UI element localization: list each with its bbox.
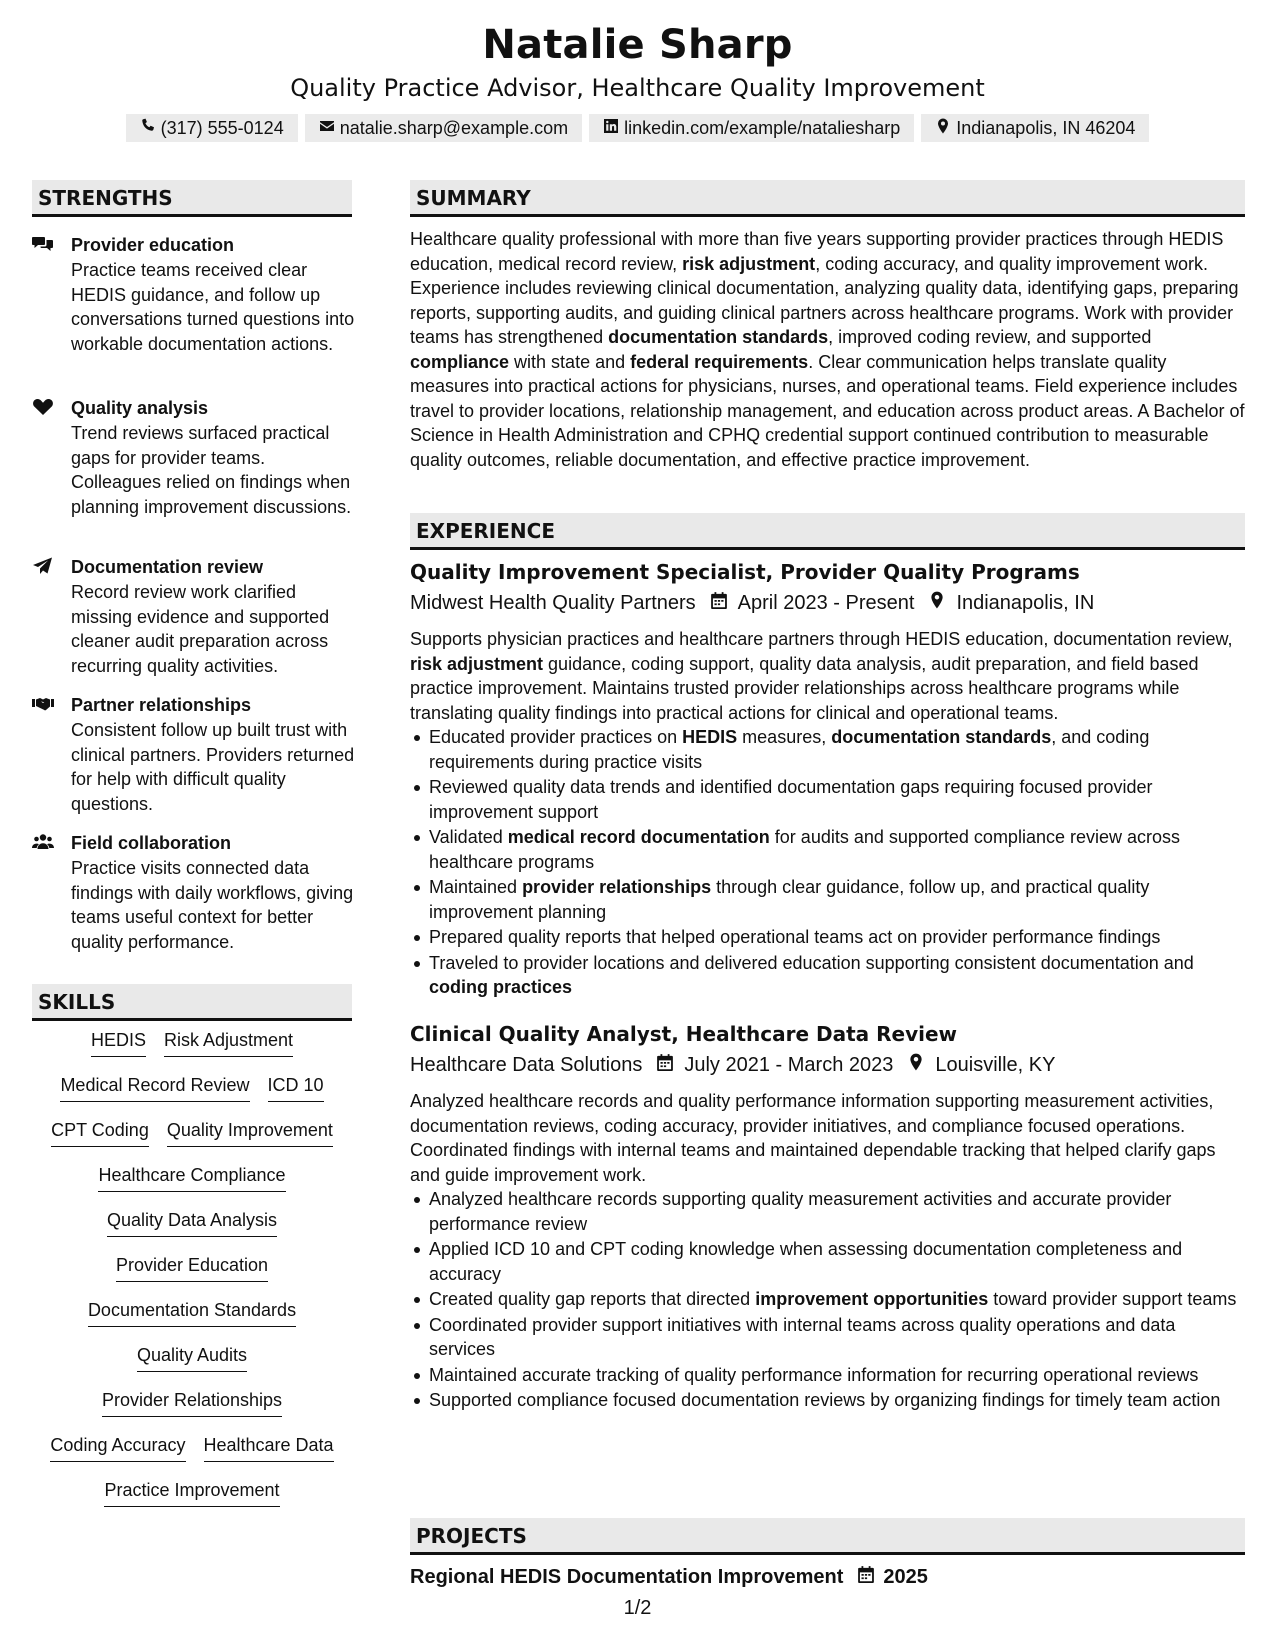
- bold-phrase: documentation standards: [831, 727, 1052, 747]
- text-run: Analyzed healthcare records and quality performance information supporting measurement activities, documentation reviews, coding accuracy, provider initiatives, and compliance focused operations. Coordinated findings with internal teams and maintained dependable tracking that helped clarify gaps and guide improvement work.: [410, 1091, 1216, 1185]
- bold-phrase: medical record documentation: [507, 827, 770, 847]
- bold-phrase: risk adjustment: [410, 653, 544, 674]
- contact-email-text: natalie.sharp@example.com: [339, 117, 569, 138]
- strength-text: Record review work clarified missing evidence and supported cleaner audit preparation across recurring quality activities.: [71, 582, 330, 676]
- job-meta: [410, 1053, 1055, 1077]
- calendar-icon: [843, 1565, 883, 1589]
- bullet-item: [410, 925, 1245, 950]
- bold-phrase: compliance: [410, 351, 510, 372]
- skill-tag: ICD 10: [268, 1073, 324, 1102]
- job-dates: April 2023 - Present: [737, 591, 915, 614]
- text-run: Supported compliance focused documentation reviews by organizing findings for timely team action: [429, 1390, 1221, 1410]
- calendar-icon: [642, 1053, 684, 1077]
- bold-phrase: HEDIS: [682, 727, 738, 747]
- job-title: Clinical Quality Analyst, Healthcare Data Review: [410, 1022, 958, 1046]
- skill-tag: Quality Improvement: [167, 1118, 333, 1147]
- map-pin-icon: [935, 118, 951, 139]
- contact-location: [921, 114, 1149, 142]
- text-run: Supports physician practices and healthcare partners through HEDIS education, documentation review,: [410, 629, 1233, 649]
- bullet-item: [410, 875, 1245, 924]
- text-run: for audits and supported compliance review across healthcare programs: [429, 827, 1181, 872]
- skill-tag: Provider Education: [116, 1253, 268, 1282]
- text-run: . Clear communication helps translate quality measures into practical actions for physicians, nurses, and operational teams. Field experience includes travel to provider locations, relationship management, and education across product areas. A Bachelor of Science in Health Administration and CPHQ credential support continued contribution to measurable quality outcomes, reliable documentation, and effective practice improvement.: [410, 351, 1245, 470]
- text-run: Traveled to provider locations and delivered education supporting consistent documentation and: [429, 952, 1194, 973]
- skills-heading: SKILLS: [32, 984, 352, 1021]
- project-title: Regional HEDIS Documentation Improvement: [410, 1565, 844, 1588]
- skill-tag: Risk Adjustment: [164, 1028, 293, 1057]
- strength-title: Quality analysis: [71, 398, 209, 418]
- strength-title: Partner relationships: [71, 695, 252, 715]
- text-run: toward provider support teams: [988, 1289, 1237, 1309]
- bullet-item: [410, 1388, 1245, 1413]
- contact-phone-text: (317) 555-0124: [160, 117, 284, 138]
- skill-row: [32, 1478, 352, 1523]
- job-description: [410, 627, 1245, 725]
- skill-row: [32, 1298, 352, 1343]
- skill-tag: Quality Data Analysis: [107, 1208, 277, 1237]
- users-icon: [32, 833, 54, 851]
- strength-text: Consistent follow up built trust with clinical partners. Providers returned for help with difficult quality questions.: [71, 720, 355, 814]
- bullet-item: [410, 1313, 1245, 1362]
- contact-bar: [0, 114, 1275, 142]
- bold-phrase: risk adjustment: [682, 253, 816, 274]
- bullet-item: [410, 725, 1245, 774]
- contact-email[interactable]: [305, 114, 582, 142]
- bold-phrase: improvement opportunities: [755, 1289, 989, 1309]
- skill-row: [32, 1343, 352, 1388]
- contact-location-text: Indianapolis, IN 46204: [956, 117, 1136, 138]
- job-location: Louisville, KY: [935, 1053, 1056, 1076]
- skill-row: [32, 1253, 352, 1298]
- job-bullets: [410, 725, 1245, 1001]
- skill-row: [32, 1163, 352, 1208]
- strength-title: Documentation review: [71, 557, 264, 577]
- skills-list: [32, 1028, 352, 1523]
- skill-row: [32, 1433, 352, 1478]
- skill-row: [32, 1208, 352, 1253]
- text-run: Coordinated provider support initiatives with internal teams across quality operations and data services: [429, 1314, 1176, 1359]
- job-description: [410, 1089, 1245, 1187]
- skill-row: [32, 1028, 352, 1073]
- summary-text: [410, 227, 1245, 472]
- text-run: Analyzed healthcare records supporting quality measurement activities and accurate provider performance review: [429, 1189, 1172, 1234]
- linkedin-icon: [603, 118, 619, 139]
- skill-tag: Coding Accuracy: [50, 1433, 185, 1462]
- text-run: Educated provider practices on: [429, 727, 683, 747]
- text-run: Reviewed quality data trends and identified documentation gaps requiring focused provider improvement support: [429, 777, 1153, 822]
- map-pin-icon: [914, 591, 956, 615]
- strength-text: Practice teams received clear HEDIS guidance, and follow up conversations turned questions into workable documentation actions.: [71, 260, 355, 354]
- paper-plane-icon: [32, 557, 54, 575]
- contact-linkedin[interactable]: [589, 114, 914, 142]
- bold-phrase: provider relationships: [522, 877, 712, 897]
- skill-tag: Quality Audits: [137, 1343, 247, 1372]
- calendar-icon: [696, 591, 738, 615]
- text-run: Applied ICD 10 and CPT coding knowledge when assessing documentation completeness and accuracy: [429, 1239, 1183, 1284]
- bullet-item: [410, 951, 1245, 1000]
- handshake-icon: [32, 695, 54, 713]
- map-pin-icon: [893, 1053, 935, 1077]
- bullet-item: [410, 1287, 1245, 1312]
- project-entry: [410, 1565, 928, 1589]
- skill-tag: Provider Relationships: [102, 1388, 282, 1417]
- skill-row: [32, 1118, 352, 1163]
- strength-text: Trend reviews surfaced practical gaps for provider teams. Colleagues relied on findings when planning improvement discussions.: [71, 423, 352, 517]
- phone-icon: [140, 118, 156, 139]
- company-name: Midwest Health Quality Partners: [410, 591, 696, 614]
- text-run: Maintained accurate tracking of quality performance information for recurring operational reviews: [429, 1364, 1199, 1385]
- bold-phrase: coding practices: [429, 977, 573, 997]
- text-run: Created quality gap reports that directed: [429, 1289, 756, 1309]
- skill-row: [32, 1388, 352, 1433]
- experience-heading: EXPERIENCE: [410, 513, 1245, 550]
- skill-tag: Medical Record Review: [60, 1073, 249, 1102]
- summary-heading: SUMMARY: [410, 180, 1245, 217]
- comments-icon: [32, 235, 54, 253]
- job-location: Indianapolis, IN: [956, 591, 1095, 614]
- text-run: Maintained: [429, 877, 523, 897]
- skill-tag: Healthcare Data: [204, 1433, 334, 1462]
- contact-linkedin-text: linkedin.com/example/nataliesharp: [624, 117, 901, 138]
- strength-text: Practice visits connected data findings with daily workflows, giving teams useful context for better quality performance.: [71, 858, 354, 952]
- heart-icon: [32, 398, 54, 416]
- strength-title: Provider education: [71, 235, 235, 255]
- skill-tag: Practice Improvement: [104, 1478, 279, 1507]
- projects-heading: PROJECTS: [410, 1518, 1245, 1555]
- bold-phrase: documentation standards: [608, 327, 829, 347]
- skill-tag: HEDIS: [91, 1028, 146, 1057]
- job-meta: [410, 591, 1094, 615]
- skill-tag: Healthcare Compliance: [98, 1163, 285, 1192]
- candidate-name: Natalie Sharp: [482, 22, 793, 68]
- bullet-item: [410, 1187, 1245, 1236]
- company-name: Healthcare Data Solutions: [410, 1053, 643, 1076]
- skill-tag: Documentation Standards: [88, 1298, 296, 1327]
- bullet-item: [410, 775, 1245, 824]
- strengths-heading: STRENGTHS: [32, 180, 352, 217]
- text-run: Healthcare quality professional with more than five years supporting provider practices through HEDIS education, medical record review,: [410, 229, 1224, 274]
- bold-phrase: federal requirements: [630, 351, 809, 372]
- text-run: , and coding requirements during practice visits: [429, 727, 1150, 772]
- text-run: with state and: [509, 351, 631, 372]
- page-number: 1/2: [623, 1597, 652, 1619]
- text-run: measures,: [737, 727, 832, 747]
- bullet-item: [410, 825, 1245, 874]
- job-title: Quality Improvement Specialist, Provider Quality Programs: [410, 560, 1080, 584]
- skill-row: [32, 1073, 352, 1118]
- bullet-item: [410, 1237, 1245, 1286]
- text-run: Prepared quality reports that helped operational teams act on provider performance findings: [429, 927, 1161, 947]
- contact-phone[interactable]: [126, 114, 298, 142]
- job-dates: July 2021 - March 2023: [684, 1053, 894, 1076]
- text-run: Validated: [429, 827, 508, 847]
- strength-title: Field collaboration: [71, 833, 232, 853]
- text-run: , improved coding review, and supported: [828, 327, 1152, 347]
- text-run: , coding accuracy, and quality improvement work. Experience includes reviewing clinical documentation, analyzing quality data, identifying gaps, preparing reports, supporting audits, and guiding clinical partners across healthcare programs. Work with provider teams has strengthened: [410, 253, 1239, 347]
- project-year: 2025: [883, 1565, 928, 1588]
- bullet-item: [410, 1363, 1245, 1388]
- text-run: guidance, coding support, quality data analysis, audit preparation, and field based practice improvement. Maintains trusted provider relationships across healthcare programs while translating quality findings into practical actions for clinical and operational teams.: [410, 653, 1199, 723]
- envelope-icon: [319, 118, 335, 139]
- text-run: through clear guidance, follow up, and practical quality improvement planning: [429, 877, 1150, 922]
- candidate-title: Quality Practice Advisor, Healthcare Quality Improvement: [290, 74, 985, 102]
- job-bullets: [410, 1187, 1245, 1414]
- skill-tag: CPT Coding: [51, 1118, 149, 1147]
